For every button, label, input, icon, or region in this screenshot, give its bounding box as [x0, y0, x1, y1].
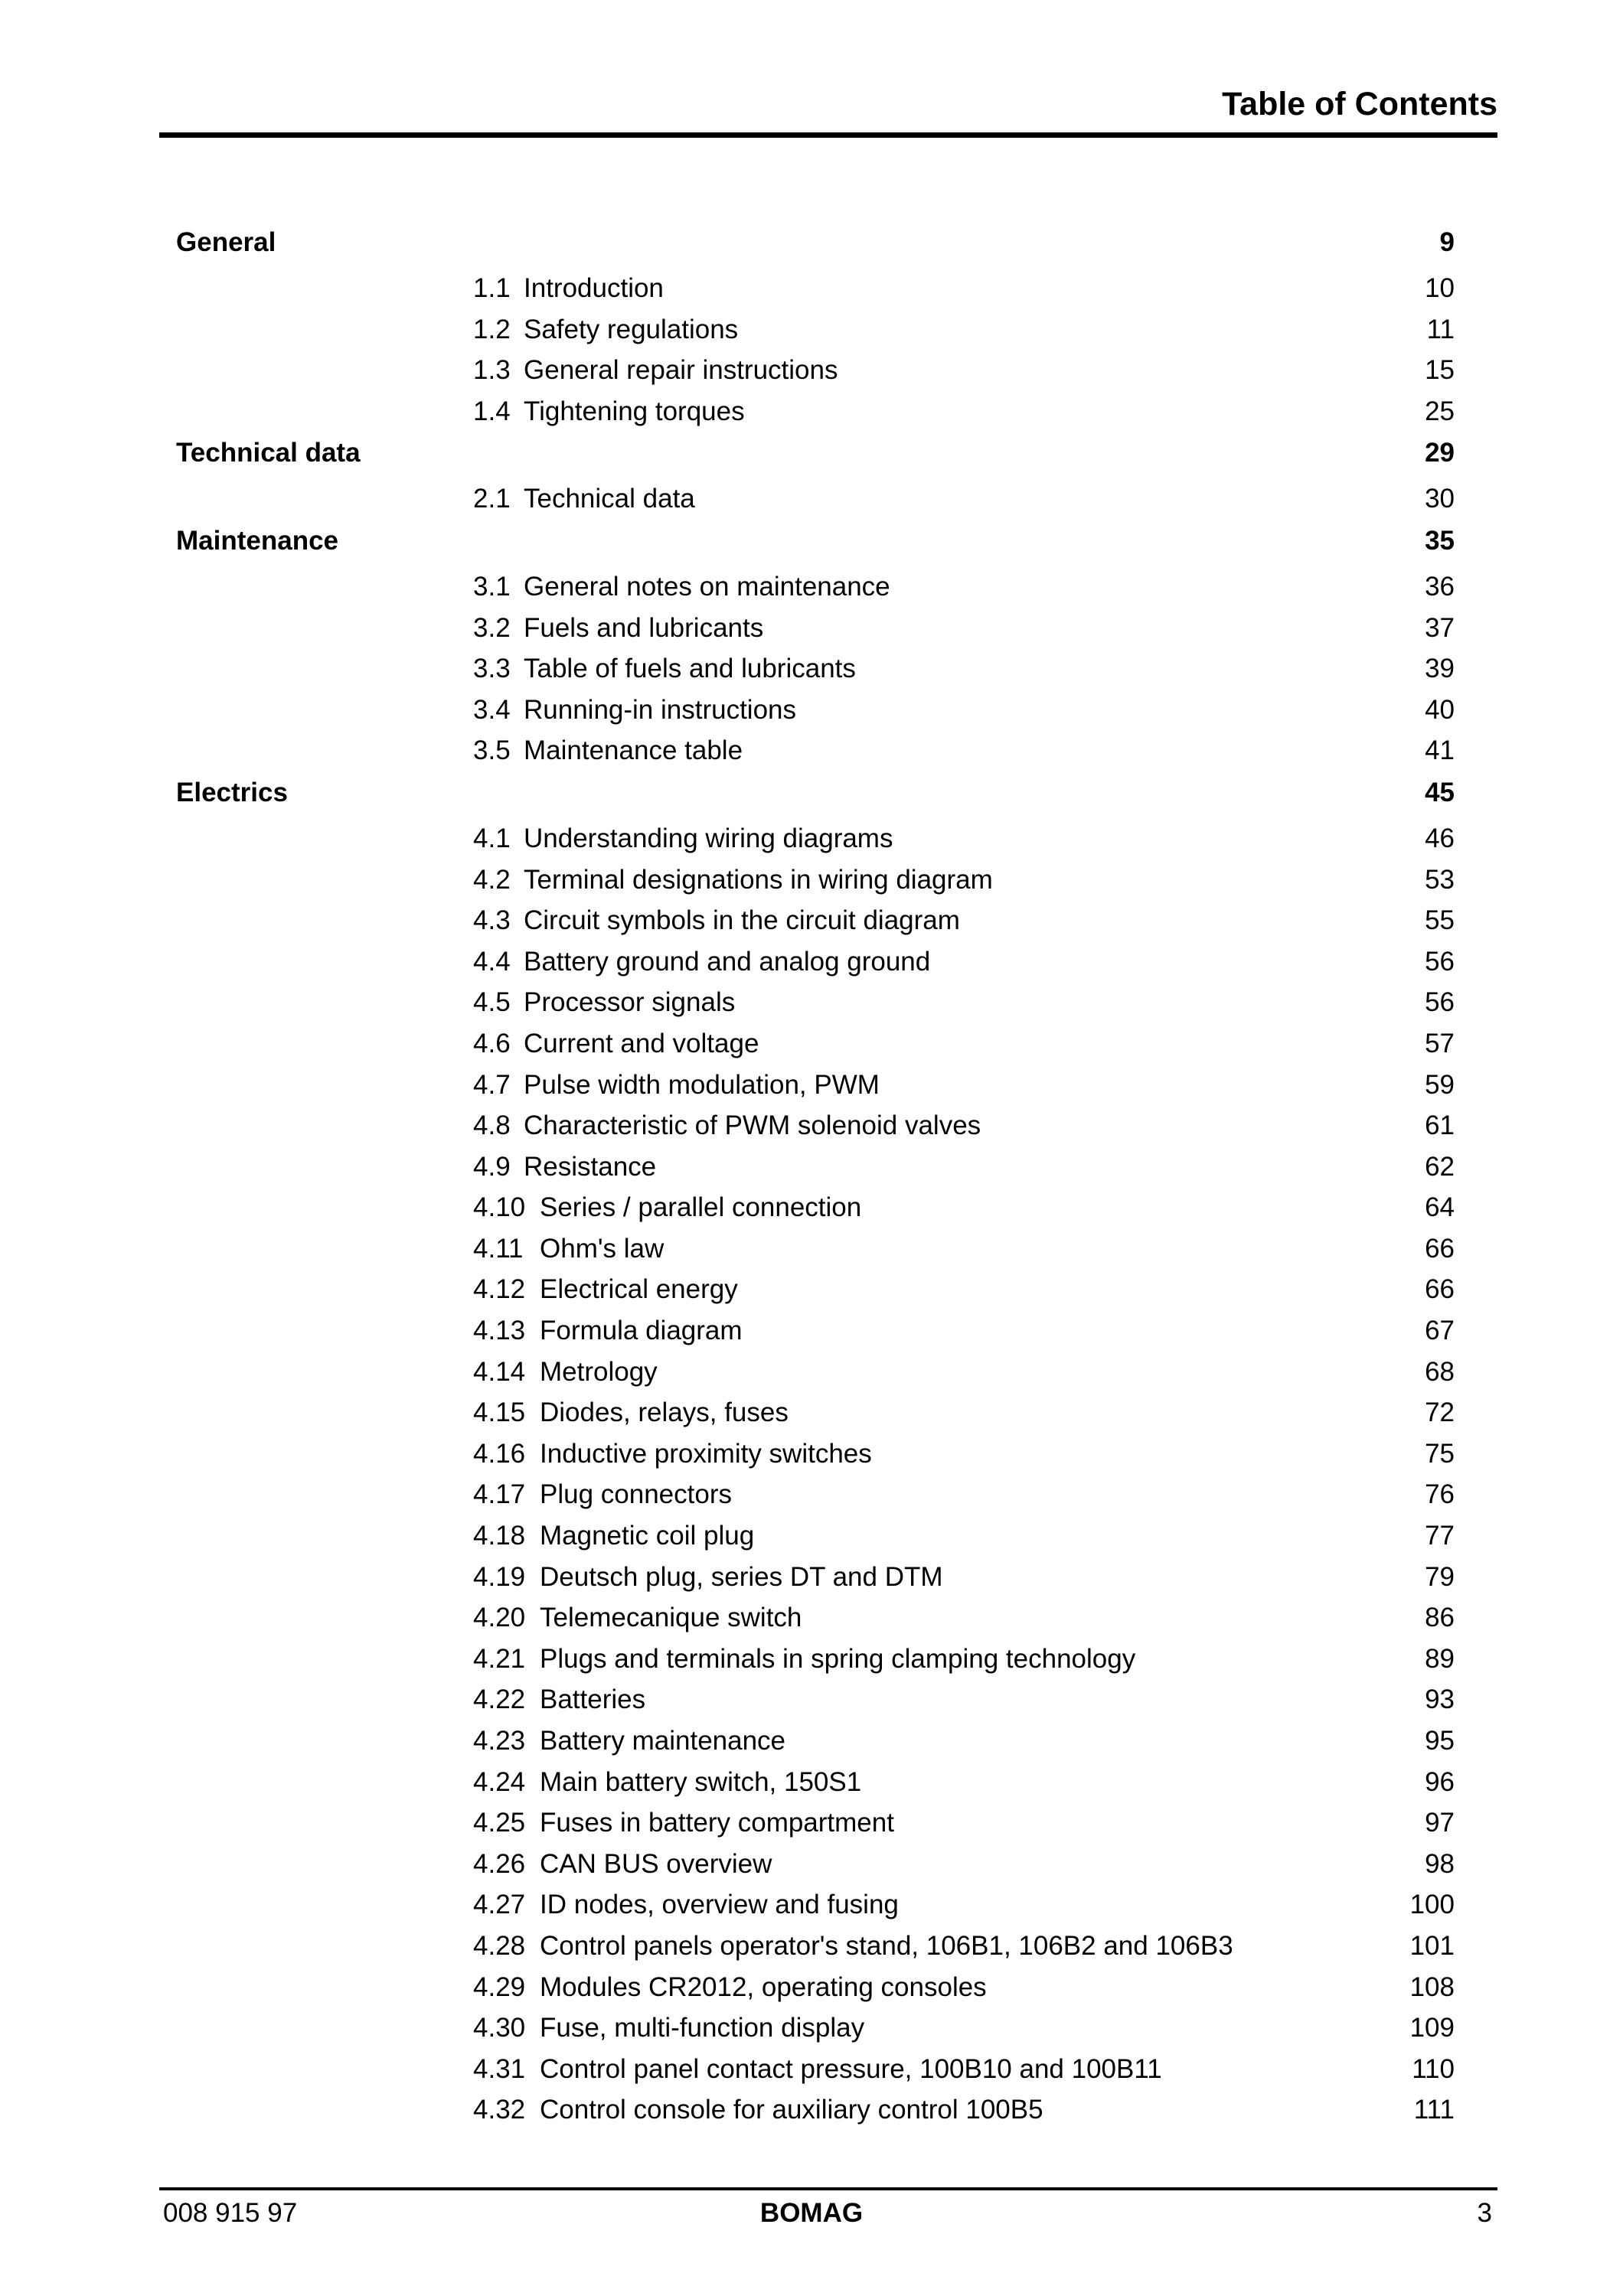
- section-page-number: 29: [1425, 438, 1455, 468]
- entry-number: 4.21: [473, 1643, 526, 1674]
- toc-entry[interactable]: [0, 478, 1623, 520]
- entry-number: 4.16: [473, 1438, 526, 1469]
- entry-title: Ohm's law: [540, 1233, 665, 1264]
- entry-title: General repair instructions: [524, 355, 838, 386]
- entry-number: 2.1: [473, 484, 511, 514]
- entry-title: General notes on maintenance: [524, 571, 890, 602]
- toc-entry[interactable]: [0, 1597, 1623, 1639]
- entry-title: Fuse, multi-function display: [540, 2013, 865, 2043]
- toc-entry[interactable]: [0, 1187, 1623, 1228]
- toc-entry[interactable]: [0, 1639, 1623, 1680]
- entry-page-number: 101: [1409, 1930, 1455, 1961]
- entry-title: Battery maintenance: [540, 1726, 786, 1756]
- entry-title: Main battery switch, 150S1: [540, 1766, 862, 1797]
- entry-title: Introduction: [524, 273, 664, 303]
- entry-page-number: 40: [1425, 694, 1455, 725]
- entry-page-number: 109: [1409, 2013, 1455, 2043]
- toc-entry[interactable]: [0, 1228, 1623, 1270]
- entry-number: 3.4: [473, 694, 511, 725]
- toc-entry[interactable]: [0, 2007, 1623, 2049]
- entry-title: Formula diagram: [540, 1316, 743, 1346]
- entry-page-number: 95: [1425, 1726, 1455, 1756]
- toc-entry[interactable]: [0, 608, 1623, 649]
- footer-page-number: 3: [1477, 2198, 1492, 2228]
- entry-title: Pulse width modulation, PWM: [524, 1069, 880, 1100]
- toc-section: [0, 520, 1623, 771]
- entry-title: Electrical energy: [540, 1274, 738, 1305]
- entry-page-number: 53: [1425, 864, 1455, 895]
- entry-page-number: 61: [1425, 1110, 1455, 1141]
- toc-entry[interactable]: [0, 391, 1623, 432]
- entry-number: 3.3: [473, 654, 511, 684]
- entry-number: 4.22: [473, 1684, 526, 1715]
- entry-title: Telemecanique switch: [540, 1603, 802, 1633]
- table-of-contents: [0, 221, 1623, 2131]
- toc-section: [0, 432, 1623, 520]
- entry-number: 1.2: [473, 314, 511, 344]
- header-rule: [159, 132, 1497, 138]
- entry-title: Processor signals: [524, 987, 736, 1018]
- toc-entry[interactable]: [0, 941, 1623, 983]
- entry-title: Understanding wiring diagrams: [524, 823, 893, 853]
- entry-page-number: 66: [1425, 1233, 1455, 1264]
- entry-number: 4.27: [473, 1890, 526, 1920]
- entry-number: 1.4: [473, 396, 511, 426]
- section-page-number: 9: [1439, 227, 1455, 257]
- entry-page-number: 66: [1425, 1274, 1455, 1305]
- entry-title: Series / parallel connection: [540, 1192, 862, 1223]
- entry-title: Terminal designations in wiring diagram: [524, 864, 993, 895]
- entry-page-number: 100: [1409, 1890, 1455, 1920]
- entry-page-number: 41: [1425, 735, 1455, 766]
- entry-page-number: 108: [1409, 1971, 1455, 2002]
- section-page-number: 35: [1425, 525, 1455, 556]
- entry-title: Running-in instructions: [524, 694, 797, 725]
- toc-entry[interactable]: [0, 566, 1623, 608]
- toc-entry[interactable]: [0, 1884, 1623, 1926]
- entry-title: Metrology: [540, 1356, 658, 1387]
- toc-entry[interactable]: [0, 1352, 1623, 1393]
- entry-title: Modules CR2012, operating consoles: [540, 1971, 987, 2002]
- entry-page-number: 30: [1425, 484, 1455, 514]
- toc-entry[interactable]: [0, 1065, 1623, 1106]
- entry-number: 4.20: [473, 1603, 526, 1633]
- toc-entry[interactable]: [0, 1433, 1623, 1475]
- entry-number: 4.29: [473, 1971, 526, 2002]
- toc-entry[interactable]: [0, 2049, 1623, 2090]
- entry-page-number: 111: [1413, 2095, 1455, 2125]
- toc-section: [0, 221, 1623, 432]
- entry-page-number: 72: [1425, 1397, 1455, 1428]
- toc-entry[interactable]: [0, 1515, 1623, 1557]
- page-title: Table of Contents: [1222, 86, 1497, 122]
- entry-number: 4.1: [473, 823, 511, 853]
- toc-entry[interactable]: [0, 1967, 1623, 2008]
- entry-title: Maintenance table: [524, 735, 743, 766]
- toc-entry[interactable]: [0, 1146, 1623, 1188]
- toc-entry[interactable]: [0, 859, 1623, 901]
- section-title: Maintenance: [176, 525, 338, 556]
- entry-title: Fuses in battery compartment: [540, 1808, 894, 1838]
- entry-page-number: 89: [1425, 1643, 1455, 1674]
- footer-rule: [159, 2187, 1497, 2190]
- toc-entry[interactable]: [0, 1023, 1623, 1065]
- toc-entry[interactable]: [0, 690, 1623, 731]
- entry-number: 4.15: [473, 1397, 526, 1428]
- entry-page-number: 56: [1425, 946, 1455, 977]
- entry-title: Current and voltage: [524, 1028, 759, 1058]
- toc-entry[interactable]: [0, 1557, 1623, 1598]
- entry-title: Magnetic coil plug: [540, 1521, 755, 1551]
- entry-page-number: 39: [1425, 654, 1455, 684]
- entry-page-number: 15: [1425, 355, 1455, 386]
- entry-page-number: 64: [1425, 1192, 1455, 1223]
- entry-page-number: 56: [1425, 987, 1455, 1018]
- entry-title: Deutsch plug, series DT and DTM: [540, 1561, 943, 1592]
- entry-page-number: 25: [1425, 396, 1455, 426]
- footer-brand: BOMAG: [759, 2198, 864, 2228]
- entry-number: 4.6: [473, 1028, 511, 1058]
- entry-page-number: 11: [1426, 314, 1455, 344]
- toc-entry[interactable]: [0, 730, 1623, 771]
- entry-number: 4.32: [473, 2095, 526, 2125]
- entry-page-number: 10: [1425, 273, 1455, 303]
- entry-page-number: 98: [1425, 1848, 1455, 1879]
- entry-number: 4.10: [473, 1192, 526, 1223]
- toc-entry[interactable]: [0, 1392, 1623, 1433]
- section-title: Electrics: [176, 777, 288, 807]
- entry-number: 4.7: [473, 1069, 511, 1100]
- entry-number: 4.23: [473, 1726, 526, 1756]
- toc-entry-list: [0, 566, 1623, 771]
- entry-number: 4.28: [473, 1930, 526, 1961]
- toc-section-heading[interactable]: [0, 771, 1623, 814]
- toc-entry[interactable]: [0, 268, 1623, 309]
- entry-number: 4.8: [473, 1110, 511, 1141]
- toc-entry[interactable]: [0, 1269, 1623, 1310]
- entry-number: 4.2: [473, 864, 511, 895]
- toc-section-heading[interactable]: [0, 520, 1623, 563]
- entry-title: Resistance: [524, 1151, 657, 1182]
- entry-page-number: 97: [1425, 1808, 1455, 1838]
- entry-number: 4.26: [473, 1848, 526, 1879]
- entry-number: 4.30: [473, 2013, 526, 2043]
- entry-page-number: 110: [1412, 2053, 1455, 2084]
- entry-title: Diodes, relays, fuses: [540, 1397, 789, 1428]
- entry-number: 1.1: [473, 273, 511, 303]
- entry-title: Technical data: [524, 484, 695, 514]
- entry-page-number: 55: [1425, 905, 1455, 936]
- toc-entry-list: [0, 478, 1623, 520]
- toc-entry[interactable]: [0, 1310, 1623, 1352]
- entry-page-number: 59: [1425, 1069, 1455, 1100]
- entry-title: Safety regulations: [524, 314, 739, 344]
- entry-number: 4.3: [473, 905, 511, 936]
- entry-number: 4.24: [473, 1766, 526, 1797]
- entry-title: Batteries: [540, 1684, 646, 1715]
- entry-page-number: 75: [1425, 1438, 1455, 1469]
- entry-number: 4.17: [473, 1479, 526, 1510]
- entry-title: Inductive proximity switches: [540, 1438, 872, 1469]
- entry-title: Fuels and lubricants: [524, 612, 764, 643]
- entry-number: 1.3: [473, 355, 511, 386]
- toc-entry[interactable]: [0, 1105, 1623, 1146]
- toc-entry-list: [0, 268, 1623, 432]
- entry-page-number: 37: [1425, 612, 1455, 643]
- toc-entry[interactable]: [0, 982, 1623, 1023]
- entry-title: Tightening torques: [524, 396, 745, 426]
- toc-entry[interactable]: [0, 2089, 1623, 2131]
- entry-number: 4.12: [473, 1274, 526, 1305]
- entry-page-number: 86: [1425, 1603, 1455, 1633]
- section-title: Technical data: [176, 438, 361, 468]
- entry-number: 4.25: [473, 1808, 526, 1838]
- entry-title: Control panel contact pressure, 100B10 and 100B11: [540, 2053, 1162, 2084]
- section-title: General: [176, 227, 276, 257]
- entry-page-number: 36: [1425, 571, 1455, 602]
- entry-number: 4.31: [473, 2053, 526, 2084]
- entry-page-number: 76: [1425, 1479, 1455, 1510]
- entry-number: 3.1: [473, 571, 511, 602]
- entry-page-number: 57: [1425, 1028, 1455, 1058]
- entry-title: Control panels operator's stand, 106B1, 106B2 and 106B3: [540, 1930, 1233, 1961]
- entry-number: 4.13: [473, 1316, 526, 1346]
- entry-number: 3.2: [473, 612, 511, 643]
- toc-entry[interactable]: [0, 1762, 1623, 1803]
- section-page-number: 45: [1425, 777, 1455, 807]
- entry-number: 4.18: [473, 1521, 526, 1551]
- toc-entry[interactable]: [0, 350, 1623, 391]
- entry-number: 4.9: [473, 1151, 511, 1182]
- toc-entry[interactable]: [0, 1844, 1623, 1885]
- entry-number: 3.5: [473, 735, 511, 766]
- toc-entry[interactable]: [0, 648, 1623, 690]
- entry-title: ID nodes, overview and fusing: [540, 1890, 899, 1920]
- footer-doc-number: 008 915 97: [163, 2198, 298, 2228]
- entry-page-number: 46: [1425, 823, 1455, 853]
- entry-title: Plugs and terminals in spring clamping technology: [540, 1643, 1136, 1674]
- entry-page-number: 93: [1425, 1684, 1455, 1715]
- toc-entry[interactable]: [0, 1720, 1623, 1762]
- entry-page-number: 68: [1425, 1356, 1455, 1387]
- entry-title: Control console for auxiliary control 100B5: [540, 2095, 1043, 2125]
- entry-page-number: 79: [1425, 1561, 1455, 1592]
- entry-number: 4.19: [473, 1561, 526, 1592]
- toc-entry[interactable]: [0, 900, 1623, 941]
- entry-number: 4.14: [473, 1356, 526, 1387]
- entry-title: CAN BUS overview: [540, 1848, 772, 1879]
- toc-section-heading[interactable]: [0, 432, 1623, 475]
- entry-title: Plug connectors: [540, 1479, 732, 1510]
- toc-entry-list: [0, 818, 1623, 2131]
- toc-section-heading[interactable]: [0, 221, 1623, 264]
- toc-entry[interactable]: [0, 1802, 1623, 1844]
- entry-title: Battery ground and analog ground: [524, 946, 931, 977]
- toc-entry[interactable]: [0, 1926, 1623, 1967]
- entry-title: Table of fuels and lubricants: [524, 654, 856, 684]
- toc-entry[interactable]: [0, 1474, 1623, 1515]
- toc-entry[interactable]: [0, 1679, 1623, 1720]
- entry-title: Characteristic of PWM solenoid valves: [524, 1110, 981, 1141]
- toc-entry[interactable]: [0, 309, 1623, 351]
- entry-number: 4.5: [473, 987, 511, 1018]
- toc-entry[interactable]: [0, 818, 1623, 859]
- entry-page-number: 77: [1425, 1521, 1455, 1551]
- entry-number: 4.4: [473, 946, 511, 977]
- entry-page-number: 62: [1425, 1151, 1455, 1182]
- entry-title: Circuit symbols in the circuit diagram: [524, 905, 960, 936]
- entry-page-number: 67: [1425, 1316, 1455, 1346]
- entry-number: 4.11: [473, 1233, 524, 1264]
- toc-section: [0, 771, 1623, 2131]
- entry-page-number: 96: [1425, 1766, 1455, 1797]
